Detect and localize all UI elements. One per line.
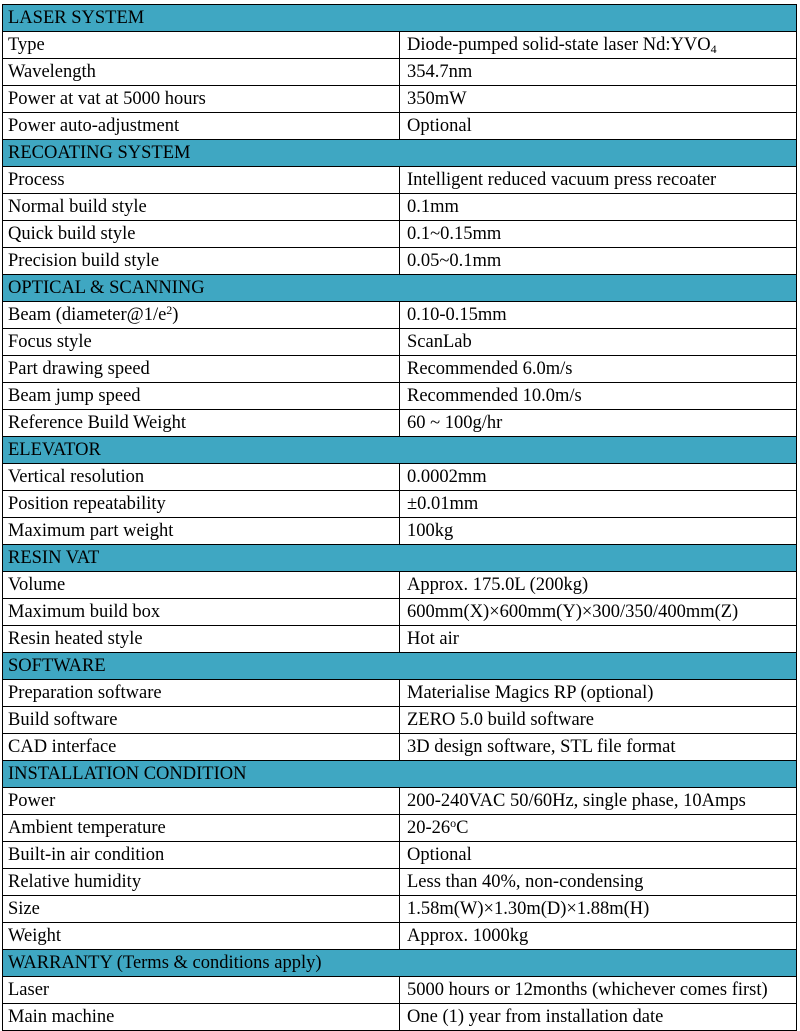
spec-value xyxy=(400,788,797,815)
spec-value xyxy=(400,113,797,140)
spec-value-text: Materialise Magics RP (optional) xyxy=(407,683,654,703)
spec-label xyxy=(3,977,400,1004)
spec-label xyxy=(3,815,400,842)
spec-value-text: Optional xyxy=(407,845,472,865)
spec-label xyxy=(3,707,400,734)
spec-label xyxy=(3,869,400,896)
spec-row xyxy=(3,221,797,248)
section-title: LASER SYSTEM xyxy=(3,5,797,32)
spec-value-text: Diode-pumped solid-state laser Nd:YVO xyxy=(407,35,711,55)
section-header-row xyxy=(3,5,797,32)
spec-label xyxy=(3,734,400,761)
spec-value-text: 354.7nm xyxy=(407,62,473,82)
spec-value xyxy=(400,572,797,599)
spec-label-text: Preparation software xyxy=(8,683,162,703)
spec-value xyxy=(400,59,797,86)
spec-row xyxy=(3,113,797,140)
spec-label-text: Type xyxy=(8,35,45,55)
spec-row xyxy=(3,788,797,815)
spec-row xyxy=(3,491,797,518)
spec-value xyxy=(400,32,797,59)
spec-label-text: Resin heated style xyxy=(8,629,143,649)
section-header-row xyxy=(3,437,797,464)
section-header-row xyxy=(3,140,797,167)
spec-label xyxy=(3,896,400,923)
spec-label xyxy=(3,491,400,518)
spec-row xyxy=(3,815,797,842)
spec-label-text: Quick build style xyxy=(8,224,136,244)
spec-label xyxy=(3,923,400,950)
spec-label xyxy=(3,167,400,194)
spec-label xyxy=(3,410,400,437)
spec-row xyxy=(3,194,797,221)
spec-value xyxy=(400,302,797,329)
spec-label-text: CAD interface xyxy=(8,737,117,757)
spec-value xyxy=(400,167,797,194)
spec-value xyxy=(400,194,797,221)
spec-value xyxy=(400,410,797,437)
spec-value-text: Less than 40%, non-condensing xyxy=(407,872,644,892)
spec-label xyxy=(3,518,400,545)
section-header-row xyxy=(3,653,797,680)
spec-label-text: Beam jump speed xyxy=(8,386,141,406)
spec-label xyxy=(3,356,400,383)
spec-value xyxy=(400,86,797,113)
spec-value-text: 0.1~0.15mm xyxy=(407,224,502,244)
spec-row xyxy=(3,86,797,113)
spec-value xyxy=(400,329,797,356)
section-title: ELEVATOR xyxy=(3,437,797,464)
section-header-row xyxy=(3,950,797,977)
spec-value xyxy=(400,842,797,869)
spec-label xyxy=(3,626,400,653)
spec-label xyxy=(3,32,400,59)
spec-value-text: Approx. 1000kg xyxy=(407,926,529,946)
spec-value-text: 60 ~ 100g/hr xyxy=(407,413,503,433)
spec-value-text: 600mm(X)×600mm(Y)×300/350/400mm(Z) xyxy=(407,602,739,622)
spec-value-text: ZERO 5.0 build software xyxy=(407,710,595,730)
spec-value-text: 0.10-0.15mm xyxy=(407,305,507,325)
spec-row xyxy=(3,329,797,356)
spec-label xyxy=(3,788,400,815)
spec-value xyxy=(400,896,797,923)
spec-value xyxy=(400,356,797,383)
spec-value xyxy=(400,734,797,761)
spec-row xyxy=(3,383,797,410)
spec-value xyxy=(400,1004,797,1031)
spec-label-text: Weight xyxy=(8,926,61,946)
spec-row xyxy=(3,923,797,950)
spec-label-text: Power xyxy=(8,791,56,811)
spec-value-tail: C xyxy=(456,818,469,838)
spec-value-text: Hot air xyxy=(407,629,459,649)
spec-value-subscript: 4 xyxy=(710,42,717,56)
spec-value-superscript: o xyxy=(450,816,457,830)
spec-table xyxy=(2,4,797,1031)
spec-label-superscript: 2 xyxy=(166,303,173,317)
spec-value-text: Intelligent reduced vacuum press recoater xyxy=(407,170,717,190)
spec-label xyxy=(3,194,400,221)
spec-label-text: Reference Build Weight xyxy=(8,413,186,433)
section-header-row xyxy=(3,761,797,788)
spec-label-tail: ) xyxy=(172,305,179,325)
spec-value-text: 0.0002mm xyxy=(407,467,487,487)
spec-value-text: 0.1mm xyxy=(407,197,459,217)
spec-value xyxy=(400,977,797,1004)
spec-row xyxy=(3,896,797,923)
spec-label-text: Wavelength xyxy=(8,62,96,82)
spec-value xyxy=(400,599,797,626)
spec-value-text: 1.58m(W)×1.30m(D)×1.88m(H) xyxy=(407,899,650,919)
spec-row xyxy=(3,410,797,437)
spec-row xyxy=(3,680,797,707)
spec-value-text: Approx. 175.0L (200kg) xyxy=(407,575,589,595)
spec-label xyxy=(3,221,400,248)
spec-row xyxy=(3,869,797,896)
spec-row xyxy=(3,59,797,86)
spec-value xyxy=(400,707,797,734)
spec-value xyxy=(400,383,797,410)
spec-label xyxy=(3,842,400,869)
spec-label-text: Part drawing speed xyxy=(8,359,150,379)
spec-label xyxy=(3,1004,400,1031)
spec-value-text: 350mW xyxy=(407,89,467,109)
spec-label xyxy=(3,248,400,275)
spec-row xyxy=(3,707,797,734)
spec-label-text: Power at vat at 5000 hours xyxy=(8,89,206,109)
section-title: WARRANTY (Terms & conditions apply) xyxy=(3,950,797,977)
spec-value-text: 200-240VAC 50/60Hz, single phase, 10Amps xyxy=(407,791,746,811)
spec-value-text: ±0.01mm xyxy=(407,494,479,514)
spec-value xyxy=(400,680,797,707)
spec-label-text: Maximum build box xyxy=(8,602,161,622)
spec-value-text: Recommended 10.0m/s xyxy=(407,386,582,406)
spec-row xyxy=(3,248,797,275)
spec-value xyxy=(400,464,797,491)
spec-label-text: Power auto-adjustment xyxy=(8,116,180,136)
spec-label-text: Volume xyxy=(8,575,66,595)
spec-value-text: Recommended 6.0m/s xyxy=(407,359,573,379)
spec-value xyxy=(400,221,797,248)
spec-label xyxy=(3,113,400,140)
section-title: OPTICAL & SCANNING xyxy=(3,275,797,302)
spec-label xyxy=(3,59,400,86)
spec-label-text: Precision build style xyxy=(8,251,160,271)
spec-label xyxy=(3,599,400,626)
spec-label-text: Beam (diameter@1/e xyxy=(8,305,167,325)
spec-value xyxy=(400,518,797,545)
spec-value-text: 100kg xyxy=(407,521,454,541)
section-header-row xyxy=(3,275,797,302)
section-header-row xyxy=(3,545,797,572)
spec-label-text: Position repeatability xyxy=(8,494,166,514)
spec-value xyxy=(400,491,797,518)
spec-label xyxy=(3,572,400,599)
spec-row xyxy=(3,734,797,761)
spec-label xyxy=(3,329,400,356)
spec-value xyxy=(400,923,797,950)
spec-label xyxy=(3,680,400,707)
spec-label-text: Relative humidity xyxy=(8,872,142,892)
spec-row xyxy=(3,572,797,599)
spec-label xyxy=(3,383,400,410)
spec-row xyxy=(3,464,797,491)
spec-row xyxy=(3,977,797,1004)
spec-label xyxy=(3,86,400,113)
section-title: RESIN VAT xyxy=(3,545,797,572)
spec-label-text: Focus style xyxy=(8,332,92,352)
spec-value xyxy=(400,248,797,275)
spec-row xyxy=(3,626,797,653)
spec-row xyxy=(3,1004,797,1031)
spec-value-text: 3D design software, STL file format xyxy=(407,737,676,757)
spec-value-text: Optional xyxy=(407,116,472,136)
spec-row xyxy=(3,842,797,869)
spec-label xyxy=(3,464,400,491)
spec-value xyxy=(400,626,797,653)
spec-row xyxy=(3,167,797,194)
spec-label xyxy=(3,302,400,329)
spec-value-text: One (1) year from installation date xyxy=(407,1007,664,1027)
spec-label-text: Normal build style xyxy=(8,197,147,217)
spec-label-text: Vertical resolution xyxy=(8,467,145,487)
spec-label-text: Ambient temperature xyxy=(8,818,166,838)
spec-label-text: Laser xyxy=(8,980,50,1000)
spec-row xyxy=(3,518,797,545)
spec-row xyxy=(3,356,797,383)
spec-value xyxy=(400,815,797,842)
spec-value xyxy=(400,869,797,896)
spec-label-text: Main machine xyxy=(8,1007,115,1027)
spec-label-text: Build software xyxy=(8,710,118,730)
spec-label-text: Process xyxy=(8,170,65,190)
section-title: INSTALLATION CONDITION xyxy=(3,761,797,788)
spec-value-text: 0.05~0.1mm xyxy=(407,251,502,271)
section-title: SOFTWARE xyxy=(3,653,797,680)
spec-value-text: 20-26 xyxy=(407,818,451,838)
spec-row xyxy=(3,599,797,626)
spec-row xyxy=(3,302,797,329)
spec-table-body xyxy=(3,5,797,1031)
section-title: RECOATING SYSTEM xyxy=(3,140,797,167)
spec-label-text: Size xyxy=(8,899,40,919)
spec-value-text: 5000 hours or 12months (whichever comes first) xyxy=(407,980,768,1000)
spec-value-text: ScanLab xyxy=(407,332,472,352)
spec-label-text: Maximum part weight xyxy=(8,521,174,541)
spec-label-text: Built-in air condition xyxy=(8,845,165,865)
spec-row xyxy=(3,32,797,59)
